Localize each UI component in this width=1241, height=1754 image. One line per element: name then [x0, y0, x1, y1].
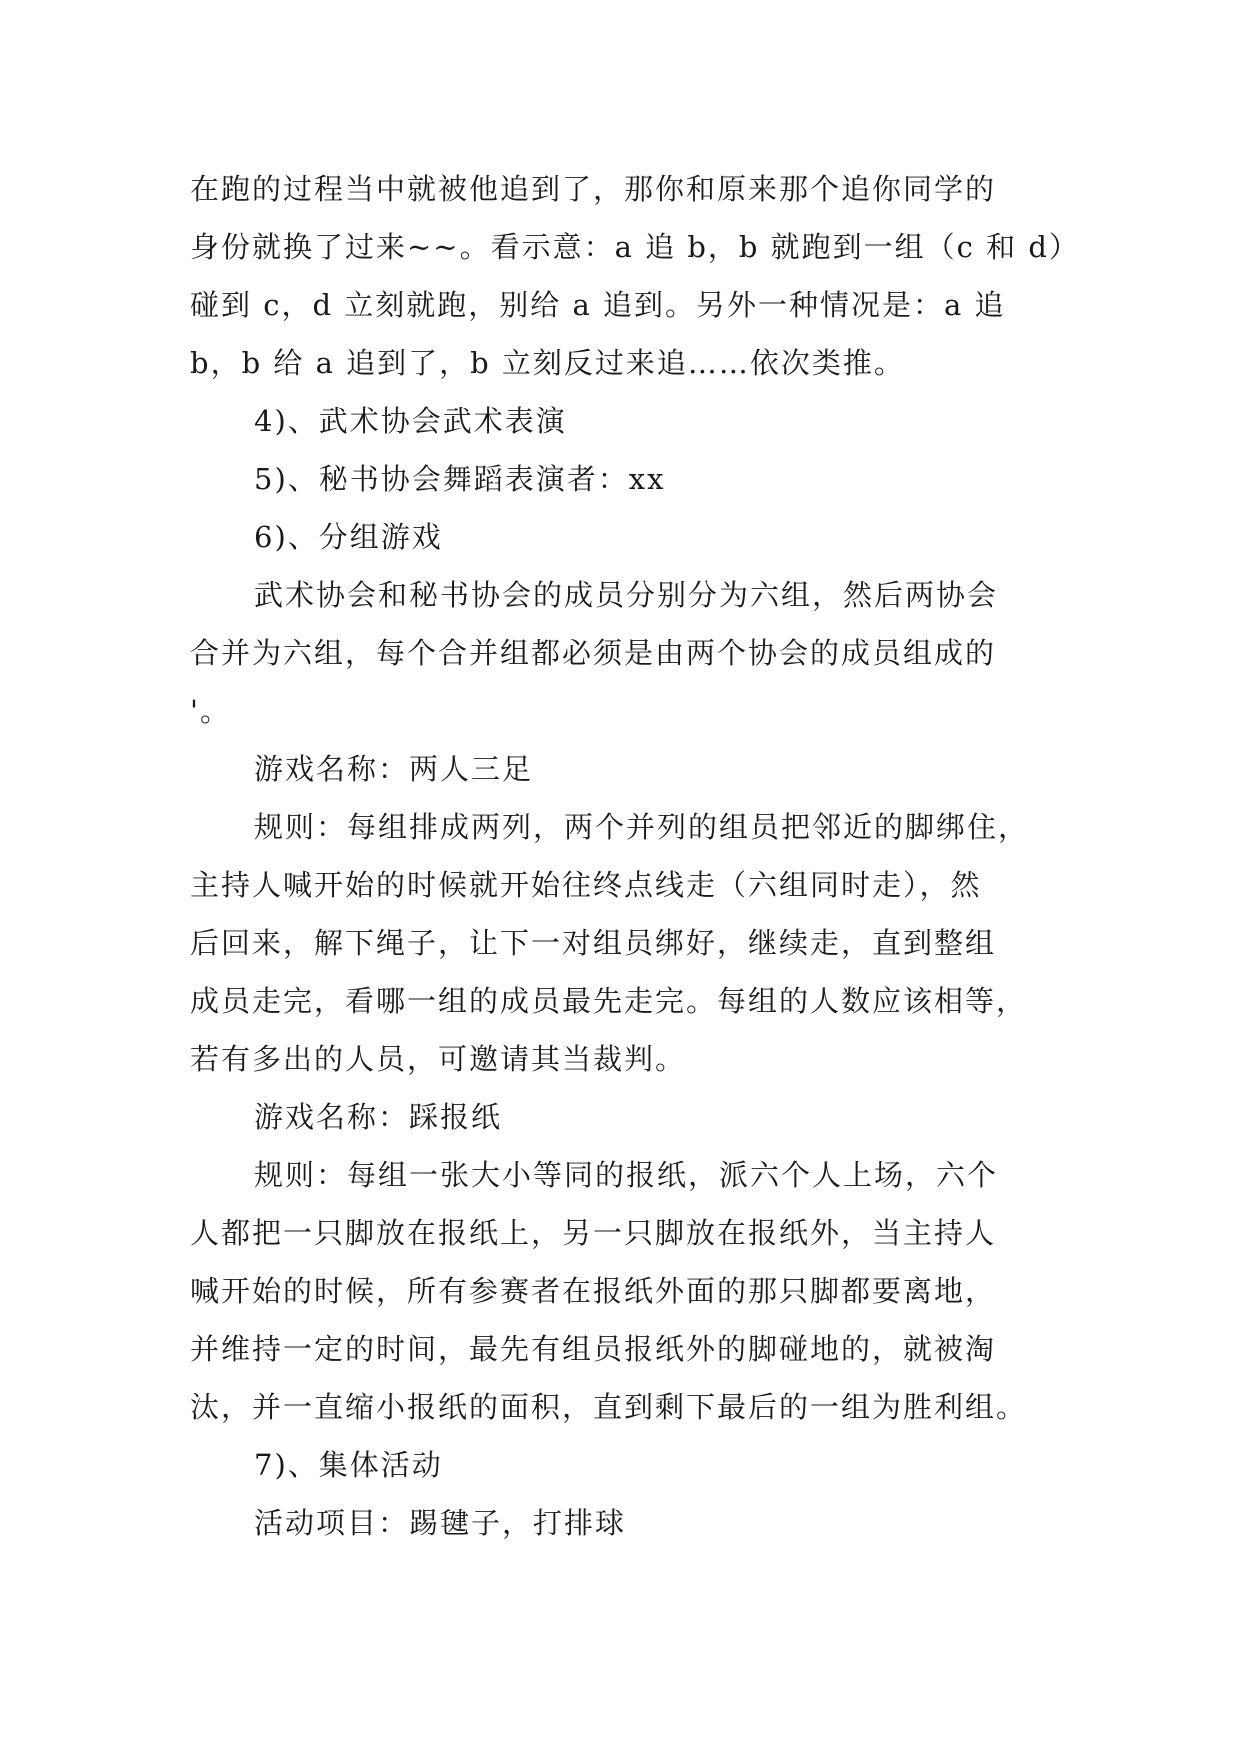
paragraph-line: 主持人喊开始的时候就开始往终点线走（六组同时走），然: [190, 868, 982, 902]
paragraph-line: 规则：每组一张大小等同的报纸，派六个人上场，六个: [254, 1158, 999, 1192]
document-body: [190, 160, 1080, 1552]
paragraph-line: 碰到 c，d 立刻就跑，别给 a 追到。另外一种情况是：a 追: [190, 288, 1006, 322]
section-heading: 5)、秘书协会舞蹈表演者：xx: [254, 462, 666, 496]
section-heading: 4)、武术协会武术表演: [254, 404, 567, 438]
paragraph-line: 活动项目：踢毽子，打排球: [254, 1506, 627, 1540]
paragraph-line: 规则：每组排成两列，两个并列的组员把邻近的脚绑住，: [254, 810, 1030, 844]
paragraph-line: 后回来，解下绳子，让下一对组员绑好，继续走，直到整组: [190, 926, 997, 960]
paragraph-line: 在跑的过程当中就被他追到了，那你和原来那个追你同学的: [190, 172, 997, 206]
paragraph-line: 汰，并一直缩小报纸的面积，直到剩下最后的一组为胜利组。: [190, 1390, 1028, 1424]
section-heading: 6)、分组游戏: [254, 520, 443, 554]
paragraph-line: 若有多出的人员，可邀请其当裁判。: [190, 1042, 687, 1076]
game-title: 游戏名称：两人三足: [254, 752, 534, 786]
section-heading: 7)、集体活动: [254, 1448, 443, 1482]
paragraph-line: 并维持一定的时间，最先有组员报纸外的脚碰地的，就被淘: [190, 1332, 997, 1366]
paragraph-line: 武术协会和秘书协会的成员分别分为六组，然后两协会: [254, 578, 999, 612]
paragraph-line: 身份就换了过来~~。看示意：a 追 b，b 就跑到一组（c 和 d）: [190, 230, 1080, 264]
paragraph-line: '。: [190, 694, 231, 728]
game-title: 游戏名称：踩报纸: [254, 1100, 503, 1134]
paragraph-line: 喊开始的时候，所有参赛者在报纸外面的那只脚都要离地，: [190, 1274, 997, 1308]
paragraph-line: 合并为六组，每个合并组都必须是由两个协会的成员组成的: [190, 636, 997, 670]
paragraph-line: 成员走完，看哪一组的成员最先走完。每组的人数应该相等，: [190, 984, 1028, 1018]
paragraph-line: b，b 给 a 追到了，b 立刻反过来追……依次类推。: [190, 346, 905, 380]
paragraph-line: 人都把一只脚放在报纸上，另一只脚放在报纸外，当主持人: [190, 1216, 997, 1250]
